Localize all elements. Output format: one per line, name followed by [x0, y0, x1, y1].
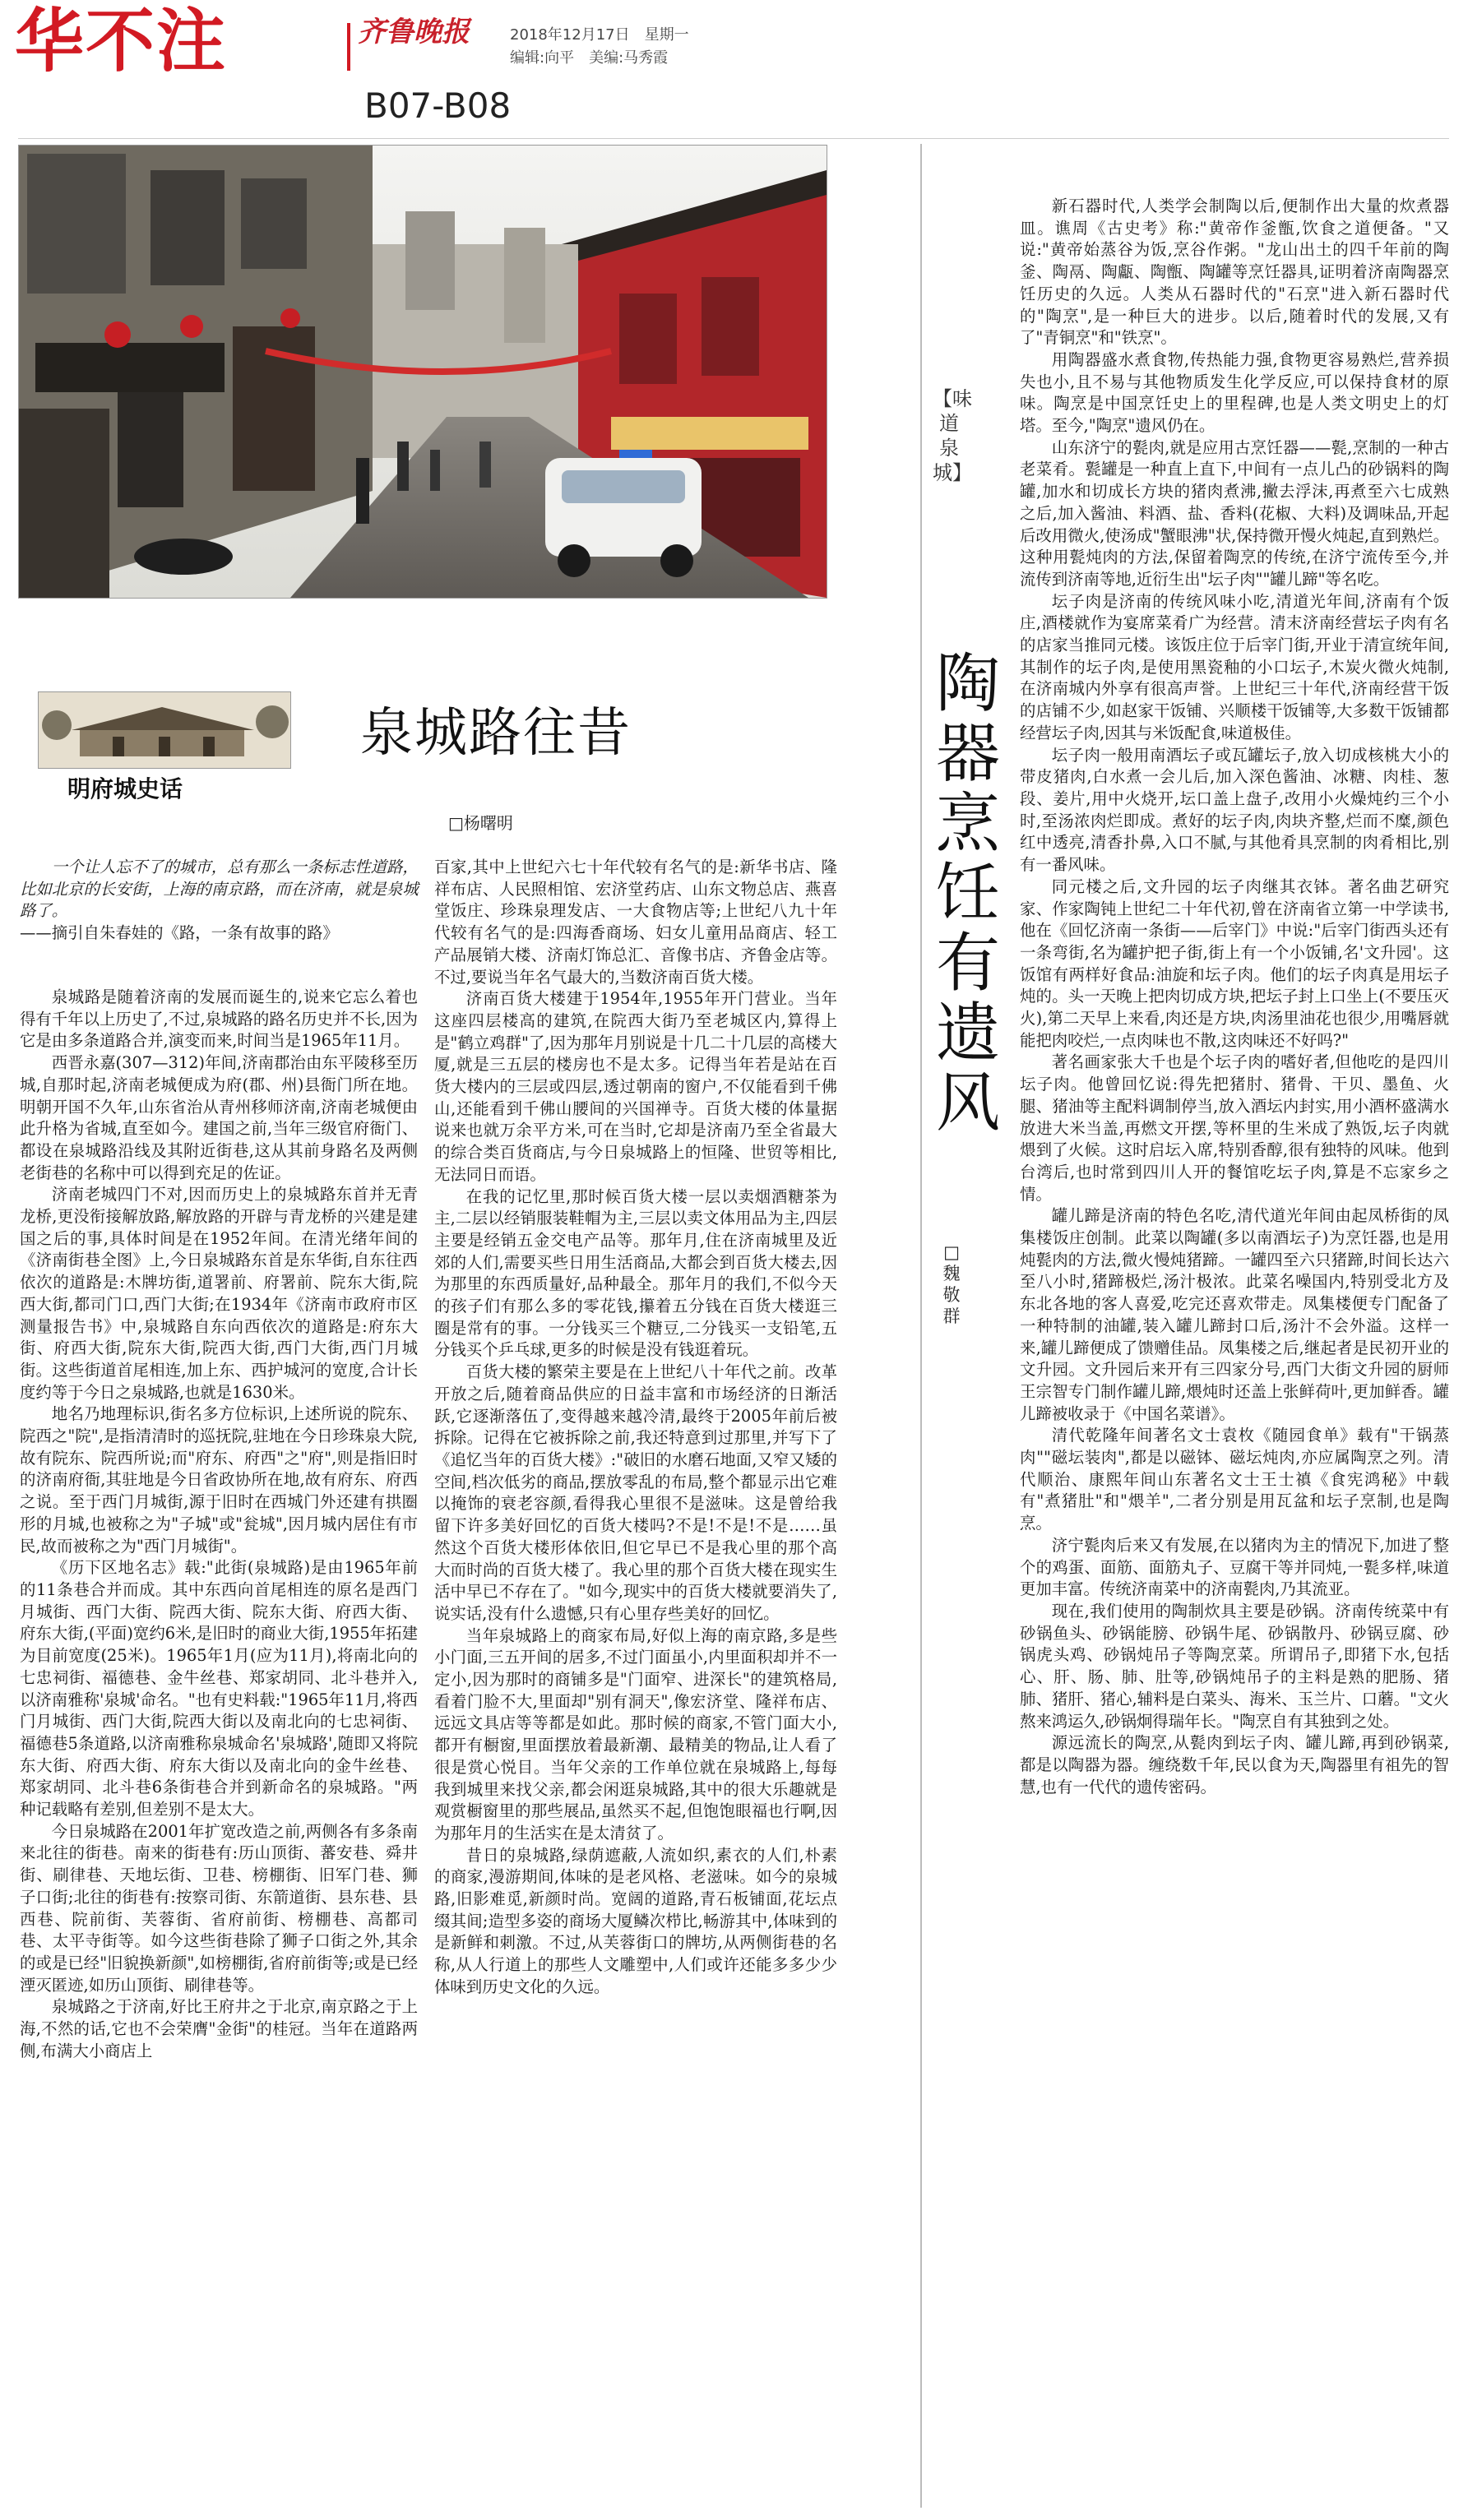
paragraph: 坛子肉是济南的传统风味小吃,清道光年间,济南有个饭庄,酒楼就作为宴席菜肴广为经营。清末济南经营坛子肉有名的店家当推同元楼。该饭庄位于后宰门街,开业于清宣统年间,其制作的坛子肉,是使用黑瓷釉的小口坛子,木炭火微火炖制,在济南城内外享有很高声誉。上世纪三十年代,济南经营干饭的店铺不少,如赵家干饭铺、兴顺楼干饭铺等,大多数干饭铺都经营坛子肉,因其与米饭配食,味道极佳。 — [1020, 591, 1449, 742]
article-column-right — [1020, 196, 1449, 1798]
paragraph: 泉城路是随着济南的发展而诞生的,说来它忘么着也得有千年以上历史了,不过,泉城路的路名历史并不长,因为它是由多条道路合并,演变而来,时间当是1965年11月。 — [20, 987, 418, 1051]
street-photo — [18, 145, 827, 599]
paragraph: 同元楼之后,文升园的坛子肉继其衣钵。著名曲艺研究家、作家陶钝上世纪二十年代初,曾在济南省立第一中学读书,他在《回忆济南一条街——后宰门》中说:"后宰门街西头还有一条弯街,名为罐护把子街,街上有一个小饭铺,名'文升园'。这饭馆有两样好食品:油旋和坛子肉。他们的坛子肉真是用坛子炖的。头一天晚上把肉切成方块,把坛子封上口坐上(不要压灭火),第二天早上来看,肉还是方块,肉汤里油花也很少,用嘴唇就能把肉咬烂,一点肉味也不散,这肉味还不好吗?" — [1020, 876, 1449, 1050]
epigraph-source: ——摘引自朱春娃的《路，一条有故事的路》 — [20, 923, 339, 942]
paragraph: 当年泉城路上的商家布局,好似上海的南京路,多是些小门面,三五开间的居多,不过门面虽小,内里面积却并不一定小,因为那时的商铺多是"门面窄、进深长"的建筑格局,看着门脸不大,里面却"别有洞天",像宏济堂、隆祥布店、远远文具店等等都是如此。那时候的商家,不管门面大小,都开有橱窗,里面摆放着最新潮、最精美的物品,让人看了很是赏心悦目。当年父亲的工作单位就在泉城路上,每每我到城里来找父亲,都会闲逛泉城路,其中的很大乐趣就是观赏橱窗里的那些展品,虽然买不起,但饱饱眼福也行啊,因为那年月的生活实在是太清贫了。 — [434, 1625, 837, 1843]
paragraph: 坛子肉一般用南酒坛子或瓦罐坛子,放入切成核桃大小的带皮猪肉,白水煮一会儿后,加入深色酱油、冰糖、肉桂、葱段、姜片,用中火烧开,坛口盖上盘子,改用小火燥炖约三个小时,至汤浓肉烂即成。煮好的坛子肉,肉块齐整,烂而不糜,颜色红中透亮,清香扑鼻,入口不腻,与其他肴具烹制的肉肴相比,别有一番风味。 — [1020, 745, 1449, 875]
article-title-vertical: 陶器烹饪有遗风 — [935, 647, 1000, 1140]
paragraph: 泉城路之于济南,好比王府井之于北京,南京路之于上海,不然的话,它也不会荣膺"金街"的桂冠。当年在道路两侧,布满大小商店上 — [20, 1997, 418, 2060]
column-divider — [920, 144, 922, 2508]
epigraph-text: 一个让人忘不了的城市，总有那么一条标志性道路，比如北京的长安街，上海的南京路，而在济南，就是泉城路了。 — [20, 858, 419, 921]
article-author: □杨曙明 — [448, 813, 513, 833]
paragraph: 西晋永嘉(307—312)年间,济南郡治由东平陵移至历城,自那时起,济南老城便成为府(郡、州)县衙门所在地。明朝开国不久年,山东省治从青州移师济南,济南老城便由此升格为省城,直至如今。建国之前,当年三级官府衙门、都设在泉城路沿线及其附近街巷,这从其前身路名及两侧老街巷的名称中可以得到充足的佐证。 — [20, 1053, 418, 1182]
paragraph: 济南老城四门不对,因而历史上的泉城路东首并无青龙桥,更没衔接解放路,解放路的开辟与青龙桥的兴建是建国之后的事,具体时间是在1952年间。在清光绪年间的《济南街巷全图》上,今日泉城路东首是东华街,自东往西依次的道路是:木牌坊街,道署前、府署前、院东大街,院西大街,都司门口,西门大街;在1934年《济南市政府市区测量报告书》中,泉城路自东向西依次的道路是:府东大街、府西大街,院东大街,院西大街,西门大街,西门月城街。这些街道首尾相连,加上东、西护城河的宽度,合计长度约等于今日之泉城路,也就是1630米。 — [20, 1185, 418, 1402]
paragraph: 用陶器盛水煮食物,传热能力强,食物更容易熟烂,营养损失也小,且不易与其他物质发生化学反应,可以保持食材的原味。陶烹是中国烹饪史上的里程碑,也是人类文明史上的灯塔。至今,"陶烹"遗风仍在。 — [1020, 349, 1449, 436]
paragraph: 《历下区地名志》载:"此街(泉城路)是由1965年前的11条巷合并而成。其中东西向首尾相连的原名是西门月城街、西门大街、院西大街、院东大街、府西大街、府东大街,(平面)宽约6米,是旧时的商业大街,1955年拓建为目前宽度(25米)。1965年1月(应为11月),将南北向的七忠祠街、福德巷、金牛丝巷、郑家胡同、北斗巷并入,以济南雅称'泉城'命名。"也有史料载:"1965年11月,将西门月城街、西门大街,院西大街以及南北向的七忠祠街、福德巷5条道路,以济南雅称泉城命名'泉城路',随即又将院东大街、府西大街、府东大街以及南北向的金牛丝巷、郑家胡同、北斗巷6条街巷合并到新命名的泉城路。"两种记载略有差别,但差别不是太大。 — [20, 1558, 418, 1819]
paragraph: 著名画家张大千也是个坛子肉的嗜好者,但他吃的是四川坛子肉。他曾回忆说:得先把猪肘、猪骨、干贝、墨鱼、火腿、猪油等主配料调制停当,放入酒坛内封实,用小酒杯盛满水放进大米当盖,再燃文开摆,等杯里的生米成了熟饭,坛子肉就煨到了火候。这时启坛入席,特别香醇,很有独特的风味。他到台湾后,也时常到四川人开的餐馆吃坛子肉,算是不忘家乡之情。 — [1020, 1052, 1449, 1204]
paragraph: 济宁甏肉后来又有发展,在以猪肉为主的情况下,加进了整个的鸡蛋、面筋、面筋丸子、豆腐干等并同炖,一甏多样,味道更加丰富。传统济南菜中的济南甏肉,乃其流亚。 — [1020, 1535, 1449, 1599]
paragraph: 新石器时代,人类学会制陶以后,便制作出大量的炊煮器皿。谯周《古史考》称:"黄帝作釜甑,饮食之道便备。"又说:"黄帝始蒸谷为饭,烹谷作粥。"龙山出土的四千年前的陶釜、陶鬲、陶甗、陶甑、陶罐等烹饪器具,证明着济南陶器烹饪历史的久远。人类从石器时代的"石烹"进入新石器时代的"陶烹",是一种巨大的进步。以后,随着时代的发展,又有了"青铜烹"和"铁烹"。 — [1020, 197, 1449, 348]
paragraph: 源远流长的陶烹,从甏肉到坛子肉、罐儿蹄,再到砂锅菜,都是以陶器为器。缠绕数千年,民以食为天,陶器里有祖先的智慧,也有一代代的遗传密码。 — [1020, 1733, 1449, 1796]
column-kicker: 【味道泉城】 — [933, 387, 972, 484]
article-author-vertical: □魏敬群 — [942, 1242, 961, 1326]
article-column-2 — [434, 857, 837, 1999]
paragraph: 在我的记忆里,那时候百货大楼一层以卖烟酒糖茶为主,二层以经销服装鞋帽为主,三层以卖文体用品为主,四层主要是经销五金交电产品等。那年月,住在济南城里及近郊的人们,需要买些日用生活商品,大都会到百货大楼去,因为那里的东西质量好,品种最全。那年月的我们,不似今天的孩子们有那么多的零花钱,攥着五分钱在百货大楼逛三圈是常有的事。一分钱买三个糖豆,二分钱买一支铅笔,五分钱买个乒乓球,更多的时候是没有钱逛着玩。 — [434, 1186, 837, 1360]
article-column-1 — [20, 987, 418, 2062]
paragraph: 罐儿蹄是济南的特色名吃,清代道光年间由起凤桥街的凤集楼饭庄创制。此菜以陶罐(多以南酒坛子)为烹饪器,也是用炖甏肉的方法,微火慢炖猪蹄。一罐四至六只猪蹄,时间长达六至八小时,猪蹄极烂,汤汁极浓。此菜名噪国内,特别受北方及东北各地的客人喜爱,吃完还喜欢带走。凤集楼便专门配备了一种特制的油罐,装入罐儿蹄封口后,汤汁不会外溢。这样一来,罐儿蹄便成了馈赠佳品。凤集楼之后,继起者是民初开业的文升园。文升园后来开有三四家分号,西门大街文升园的厨师王宗智专门制作罐儿蹄,煨炖时还盖上张鲜荷叶,更加鲜香。罐儿蹄被收录于《中国名菜谱》。 — [1020, 1206, 1449, 1423]
column-logo-image — [38, 691, 291, 769]
paragraph: 今日泉城路在2001年扩宽改造之前,两侧各有多条南来北往的街巷。南来的街巷有:历山顶街、蕃安巷、舜井街、刷律巷、天地坛街、卫巷、榜棚街、旧军门巷、狮子口街;北往的街巷有:按察司街、东箭道街、县东巷、县西巷、院前街、芙蓉街、省府前街、榜棚巷、高都司巷、太平寺街等。如今这些街巷除了狮子口街之外,其余的或是已经"旧貌换新颜",如榜棚街,省府前街等;或是已经湮灭匿迹,如历山顶街、刷律巷等。 — [20, 1821, 418, 1995]
masthead-rule — [18, 138, 1449, 139]
old-building-sketch — [39, 692, 290, 768]
street-photo-illustration — [19, 146, 827, 598]
paragraph: 山东济宁的甏肉,就是应用古烹饪器——甏,烹制的一种古老菜肴。甏罐是一种直上直下,中间有一点儿凸的砂锅料的陶罐,加水和切成长方块的猪肉煮沸,撇去浮沫,再煮至六七成熟之后,加入酱油、料酒、盐、香料(花椒、大料)及调味品,开起后改用微火,使汤成"蟹眼沸"状,保持微开慢火炖起,直到熟烂。这种用甏炖肉的方法,保留着陶烹的传统,在济宁流传至今,并流传到济南等地,近衍生出"坛子肉""罐儿蹄"等名吃。 — [1020, 437, 1449, 589]
paragraph: 济南百货大楼建于1954年,1955年开门营业。当年这座四层楼高的建筑,在院西大街乃至老城区内,算得上是"鹤立鸡群"了,因为那年月别说是十几二十几层的高楼大厦,就是三五层的楼房也不是太多。记得当年若是站在百货大楼内的三层或四层,透过朝南的窗户,不仅能看到千佛山,还能看到千佛山腰间的兴国禅寺。百货大楼的体量据说来也就万余平方米,可在当时,它却是济南乃至全省最大的综合类百货商店,与今日泉城路上的恒隆、世贸等相比,无法同日而语。 — [434, 989, 837, 1184]
editor-line: 编辑:向平 美编:马秀霞 — [510, 49, 669, 67]
column-name: 明府城史话 — [67, 775, 183, 802]
masthead-divider — [347, 23, 350, 71]
section-brand: 华不注 — [15, 1, 228, 81]
date-line: 2018年12月17日 星期一 — [510, 26, 689, 44]
paragraph: 清代乾隆年间著名文士袁枚《随园食单》载有"干锅蒸肉""磁坛装肉",都是以磁钵、磁坛炖肉,亦应属陶烹之列。清代顺治、康熙年间山东著名文士王士禛《食宪鸿秘》中载有"煮猪肚"和"煨羊",二者分别是用瓦盆和坛子烹制,也是陶烹。 — [1020, 1426, 1449, 1533]
article-title: 泉城路往昔 — [360, 703, 632, 764]
newspaper-logo: 齐鲁晚报 — [358, 16, 470, 49]
paragraph: 现在,我们使用的陶制炊具主要是砂锅。济南传统菜中有砂锅鱼头、砂锅能膀、砂锅牛尾、砂锅散丹、砂锅豆腐、砂锅虎头鸡、砂锅炖吊子等陶烹菜。所谓吊子,即猪下水,包括心、肝、肠、肺、肚等,砂锅炖吊子的主料是熟的肥肠、猪肺、猪肝、猪心,辅料是白菜头、海米、玉兰片、口蘑。"文火熬来鸿运久,砂锅炯得瑞年长。"陶烹自有其独到之处。 — [1020, 1602, 1449, 1731]
paragraph: 百家,其中上世纪六七十年代较有名气的是:新华书店、隆祥布店、人民照相馆、宏济堂药店、山东文物总店、燕喜堂饭庄、珍珠泉理发店、一大食物店等;上世纪八九十年代较有名气的是:四海香商场、妇女儿童用品商店、轻工产品展销大楼、济南灯饰总汇、音像书店、齐鲁金店等。不过,要说当年名气最大的,当数济南百货大楼。 — [434, 858, 837, 987]
epigraph — [20, 857, 431, 922]
paragraph: 昔日的泉城路,绿荫遮蔽,人流如织,素衣的人们,朴素的商家,漫游期间,体味的是老风格、老滋味。如今的泉城路,旧影难觅,新颜时尚。宽阔的道路,青石板铺面,花坛点缀其间;造型多姿的商场大厦鳞次栉比,畅游其中,体味到的是新鲜和刺激。不过,从芙蓉街口的牌坊,从两侧街巷的名称,从人行道上的那些人文雕塑中,人们或许还能多多少少体味到历史文化的久远。 — [434, 1845, 837, 1996]
page-numbers: B07-B08 — [364, 86, 512, 126]
paragraph: 地名乃地理标识,街名多方位标识,上述所说的院东、院西之"院",是指清清时的巡抚院,驻地在今日珍珠泉大院,故有院东、院西所说;而"府东、府西"之"府",则是指旧时的济南府衙,其驻地是今日省政协所在地,故有府东、府西之说。至于西门月城街,源于旧时在西城门外还建有拱圈形的月城,也被称之为"子城"或"瓮城",因月城内居住有市民,故而被称之为"西门月城街"。 — [20, 1404, 418, 1556]
paragraph: 百货大楼的繁荣主要是在上世纪八十年代之前。改革开放之后,随着商品供应的日益丰富和市场经济的日渐活跃,它逐渐落伍了,变得越来越冷清,最终于2005年前后被拆除。记得在它被拆除之前,我还特意到过那里,并写下了《追忆当年的百货大楼》:"破旧的水磨石地面,又窄又矮的空间,档次低劣的商品,摆放零乱的布局,整个都显示出它难以掩饰的衰老容颜,看得我心里很不是滋味。这是曾给我留下许多美好回忆的百货大楼吗?不是!不是!不是……虽然这个百货大楼形体依旧,但它早已不是我心里的那个高大而时尚的百货大楼了。我心里的那个百货大楼在现实生活中早已不存在了。"如今,现实中的百货大楼就要消失了,说实话,没有什么遗憾,只有心里存些美好的回忆。 — [434, 1362, 837, 1623]
